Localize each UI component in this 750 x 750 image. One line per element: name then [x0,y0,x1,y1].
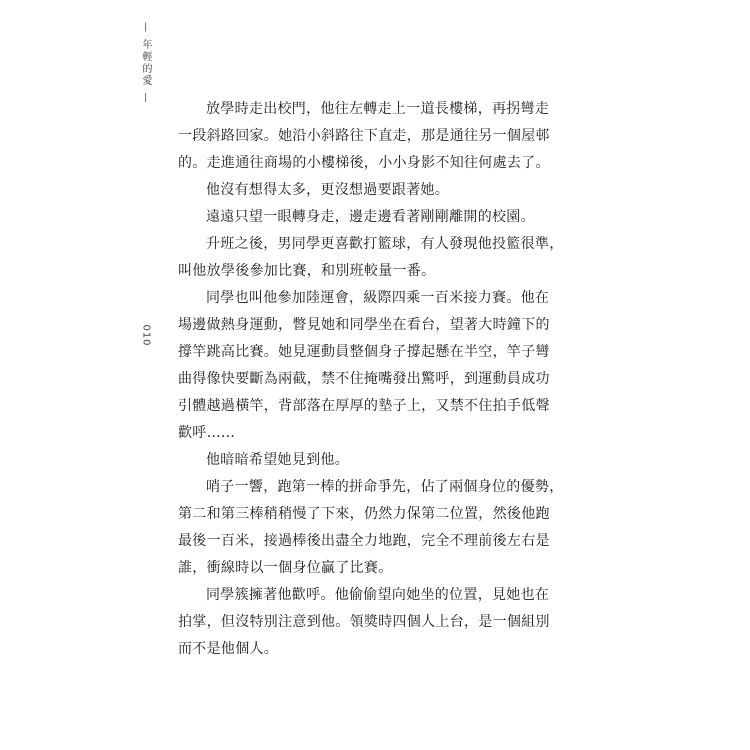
text-line: 撐竿跳高比賽。她見運動員整個身子撐起懸在半空，竿子彎 [178,344,550,360]
text-line: 最後一百米，接過棒後出盡全力地跑，完全不理前後左右是 [178,533,550,549]
text-line: 場邊做熱身運動，瞥見她和同學坐在看台，望著大時鐘下的 [178,317,550,333]
text-line: 叫他放學後參加比賽，和別班較量一番。 [178,263,436,279]
running-head: — 年輕的愛 — [140,22,151,105]
text-line: 歡呼…… [178,425,236,441]
text-line: 升班之後，男同學更喜歡打籃球，有人發現他投籃很準， [206,236,564,252]
text-line: 一段斜路回家。她沿小斜路往下直走，那是通往另一個屋邨 [178,128,550,144]
text-line: 哨子一響，跑第一棒的拼命爭先，佔了兩個身位的優勢， [206,479,564,495]
body-text [178,96,564,663]
text-line: 他沒有想得太多，更沒想過要跟著她。 [206,182,450,198]
text-line: 誰，衝線時以一個身位贏了比賽。 [178,560,393,576]
text-line: 遠遠只望一眼轉身走，邊走邊看著剛剛離開的校園。 [206,209,535,225]
text-line: 曲得像快要斷為兩截，禁不住掩嘴發出驚呼，到運動員成功 [178,371,550,387]
text-line: 同學也叫他參加陸運會，級際四乘一百米接力賽。他在 [206,290,550,306]
text-line: 他暗暗希望她見到他。 [206,452,349,468]
text-line: 放學時走出校門，他往左轉走上一道長樓梯，再拐彎走 [206,101,550,117]
text-line: 拍掌，但沒特別注意到他。領獎時四個人上台，是一個組別 [178,614,550,630]
text-line: 而不是他個人。 [178,641,279,657]
text-line: 引體越過橫竿，背部落在厚厚的墊子上，又禁不住拍手低聲 [178,398,550,414]
page-number: 010 [140,324,152,347]
text-line: 第二和第三棒稍稍慢了下來，仍然力保第二位置，然後他跑 [178,506,550,522]
text-line: 的。走進通往商場的小樓梯後，小小身影不知往何處去了。 [178,155,550,171]
text-line: 同學簇擁著他歡呼。他偷偷望向她坐的位置，見她也在 [206,587,550,603]
